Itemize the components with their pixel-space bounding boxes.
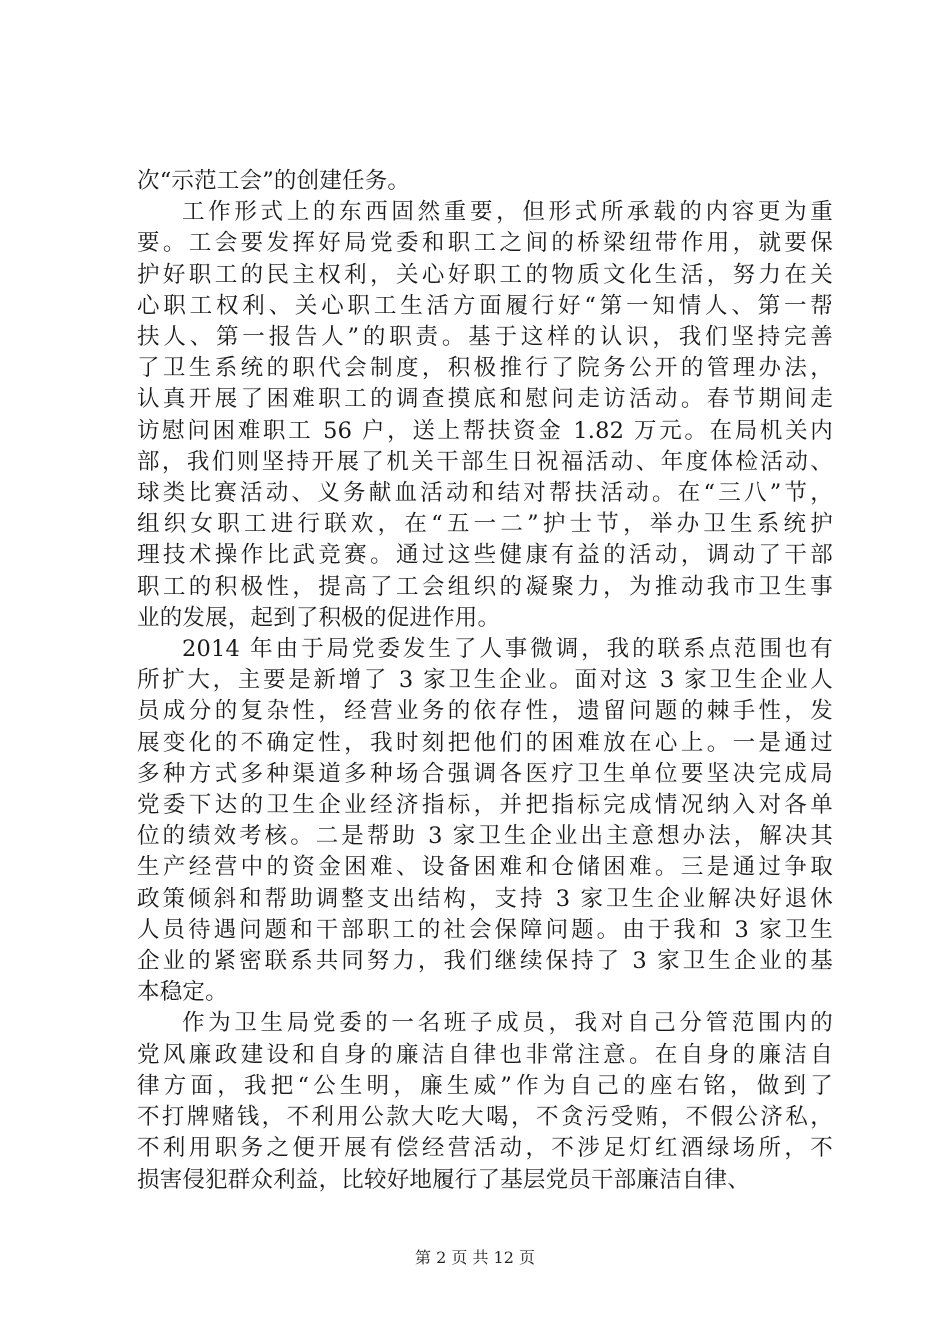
text-line: 业的发展，起到了积极的促进作用。 — [137, 604, 501, 631]
text-line: 不打牌赌钱，不利用公款大吃大喝，不贪污受贿，不假公济私， — [137, 1104, 833, 1131]
text-line: 要。工会要发挥好局党委和职工之间的桥梁纽带作用，就要保 — [137, 230, 833, 257]
paragraph — [137, 166, 833, 197]
page-footer: 第 2 页 共 12 页 — [415, 1248, 535, 1267]
text-line: 作为卫生局党委的一名班子成员，我对自己分管范围内的 — [182, 1010, 833, 1037]
text-line: 本稳定。 — [137, 979, 228, 1006]
text-line: 护好职工的民主权利，关心好职工的物质文化生活，努力在关 — [137, 261, 833, 288]
text-line: 所扩大，主要是新增了 3 家卫生企业。面对这 3 家卫生企业人 — [137, 667, 833, 694]
text-line: 律方面，我把“公生明，廉生威”作为自己的座右铭，做到了 — [137, 1072, 833, 1099]
text-line: 生产经营中的资金困难、设备困难和仓储困难。三是通过争取 — [137, 854, 833, 881]
text-line: 访慰问困难职工 56 户，送上帮扶资金 1.82 万元。在局机关内 — [137, 417, 833, 444]
text-line: 党风廉政建设和自身的廉洁自律也非常注意。在自身的廉洁自 — [137, 1041, 833, 1068]
text-line: 损害侵犯群众利益，比较好地履行了基层党员干部廉洁自律、 — [137, 1166, 750, 1193]
text-line: 部，我们则坚持开展了机关干部生日祝福活动、年度体检活动、 — [137, 448, 833, 475]
text-line: 员成分的复杂性，经营业务的依存性，遗留问题的棘手性，发 — [137, 698, 833, 725]
text-line: 球类比赛活动、义务献血活动和结对帮扶活动。在“三八”节， — [137, 480, 833, 507]
text-line: 多种方式多种渠道多种场合强调各医疗卫生单位要坚决完成局 — [137, 760, 833, 787]
text-line: 位的绩效考核。二是帮助 3 家卫生企业出主意想办法，解决其 — [137, 823, 833, 850]
paragraph — [137, 1008, 833, 1195]
text-line: 企业的紧密联系共同努力，我们继续保持了 3 家卫生企业的基 — [137, 948, 833, 975]
text-line: 党委下达的卫生企业经济指标，并把指标完成情况纳入对各单 — [137, 792, 833, 819]
paragraph — [137, 634, 833, 1008]
text-line: 了卫生系统的职代会制度，积极推行了院务公开的管理办法， — [137, 355, 833, 382]
text-line: 心职工权利、关心职工生活方面履行好“第一知情人、第一帮 — [137, 292, 833, 319]
text-line: 职工的积极性，提高了工会组织的凝聚力，为推动我市卫生事 — [137, 573, 833, 600]
text-line: 不利用职务之便开展有偿经营活动，不涉足灯红酒绿场所，不 — [137, 1135, 833, 1162]
text-line: 组织女职工进行联欢，在“五一二”护士节，举办卫生系统护 — [137, 511, 833, 538]
text-line: 认真开展了困难职工的调查摸底和慰问走访活动。春节期间走 — [137, 386, 833, 413]
text-line: 展变化的不确定性，我时刻把他们的困难放在心上。一是通过 — [137, 729, 833, 756]
text-line: 次“示范工会”的创建任务。 — [137, 168, 411, 194]
text-line: 理技术操作比武竞赛。通过这些健康有益的活动，调动了干部 — [137, 542, 833, 569]
text-line: 2014 年由于局党委发生了人事微调，我的联系点范围也有 — [182, 636, 833, 663]
body-text — [137, 166, 833, 1196]
text-line: 扶人、第一报告人”的职责。基于这样的认识，我们坚持完善 — [137, 324, 833, 351]
text-line: 人员待遇问题和干部职工的社会保障问题。由于我和 3 家卫生 — [137, 916, 833, 943]
text-line: 政策倾斜和帮助调整支出结构，支持 3 家卫生企业解决好退休 — [137, 885, 833, 912]
paragraph — [137, 197, 833, 634]
text-line: 工作形式上的东西固然重要，但形式所承载的内容更为重 — [182, 199, 833, 226]
